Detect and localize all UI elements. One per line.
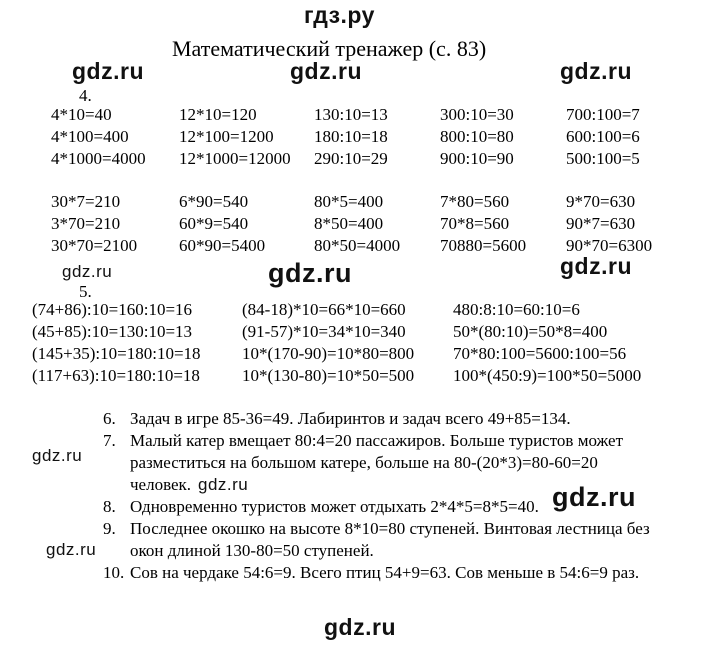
- task-text: человек.: [130, 475, 192, 494]
- equation: 900:10=90: [440, 149, 514, 168]
- equation: 9*70=630: [566, 192, 636, 211]
- equation: 3*70=210: [51, 214, 121, 233]
- equation: 70*80:100=5600:100=56: [453, 344, 627, 363]
- equation: 6*90=540: [179, 192, 249, 211]
- task-text: Последнее окошко на высоте 8*10=80 ступеней. Винтовая лестница без: [130, 519, 650, 538]
- watermark: gdz.ru: [560, 58, 632, 84]
- task-text: Задач в игре 85-36=49. Лабиринтов и задач всего 49+85=134.: [130, 409, 571, 428]
- equation: 4*1000=4000: [51, 149, 146, 168]
- watermark: gdz.ru: [198, 475, 249, 494]
- equation: 290:10=29: [314, 149, 388, 168]
- equation: 30*70=2100: [51, 236, 138, 255]
- equation: 90*7=630: [566, 214, 636, 233]
- task-number: 7.: [103, 431, 116, 450]
- equation: 70880=5600: [440, 236, 527, 255]
- equation: (45+85):10=130:10=13: [32, 322, 193, 341]
- equation: 700:100=7: [566, 105, 640, 124]
- watermark: gdz.ru: [560, 253, 632, 279]
- equation: 80*50=4000: [314, 236, 401, 255]
- equation: 800:10=80: [440, 127, 514, 146]
- watermark: gdz.ru: [290, 58, 362, 84]
- equation: 100*(450:9)=100*50=5000: [453, 366, 642, 385]
- page-title: Математический тренажер (с. 83): [172, 36, 487, 61]
- equation: 4*100=400: [51, 127, 129, 146]
- task-number: 6.: [103, 409, 116, 428]
- watermark: gdz.ru: [324, 614, 396, 640]
- equation: 12*1000=12000: [179, 149, 291, 168]
- equation: 480:8:10=60:10=6: [453, 300, 580, 319]
- equation: 60*90=5400: [179, 236, 266, 255]
- task-number: 10.: [103, 563, 125, 582]
- equation: 600:100=6: [566, 127, 640, 146]
- watermark: gdz.ru: [32, 446, 83, 465]
- equation: (117+63):10=180:10=18: [32, 366, 200, 385]
- equation: 10*(170-90)=10*80=800: [242, 344, 415, 363]
- header-watermark: гдз.ру: [304, 2, 375, 28]
- equation: 180:10=18: [314, 127, 388, 146]
- exercise-number: 4.: [79, 86, 92, 105]
- watermark: gdz.ru: [46, 540, 97, 559]
- equation: 80*5=400: [314, 192, 384, 211]
- equation: 90*70=6300: [566, 236, 653, 255]
- equation: 300:10=30: [440, 105, 514, 124]
- watermark: gdz.ru: [62, 262, 113, 281]
- equation: 30*7=210: [51, 192, 121, 211]
- equation: 8*50=400: [314, 214, 384, 233]
- equation: 4*10=40: [51, 105, 112, 124]
- watermark: gdz.ru: [72, 58, 144, 84]
- equation: 10*(130-80)=10*50=500: [242, 366, 415, 385]
- task-text: Малый катер вмещает 80:4=20 пассажиров. Больше туристов может: [130, 431, 624, 450]
- equation: 12*10=120: [179, 105, 257, 124]
- task-text: окон длиной 130-80=50 ступеней.: [130, 541, 374, 560]
- equation: 60*9=540: [179, 214, 249, 233]
- task-text: разместиться на большом катере, больше на 80-(20*3)=80-60=20: [130, 453, 598, 472]
- task-number: 8.: [103, 497, 116, 516]
- equation: (91-57)*10=34*10=340: [242, 322, 406, 341]
- equation: (84-18)*10=66*10=660: [242, 300, 406, 319]
- equation: (74+86):10=160:10=16: [32, 300, 193, 319]
- equation: (145+35):10=180:10=18: [32, 344, 201, 363]
- equation: 70*8=560: [440, 214, 510, 233]
- watermark: gdz.ru: [552, 482, 636, 512]
- task-text: Сов на чердаке 54:6=9. Всего птиц 54+9=63. Сов меньше в 54:6=9 раз.: [130, 563, 640, 582]
- equation: 500:100=5: [566, 149, 640, 168]
- equation: 50*(80:10)=50*8=400: [453, 322, 608, 341]
- equation: 7*80=560: [440, 192, 510, 211]
- watermark: gdz.ru: [268, 258, 352, 288]
- task-text: Одновременно туристов может отдыхать 2*4*5=8*5=40.: [130, 497, 539, 516]
- exercise-number: 5.: [79, 282, 92, 301]
- task-number: 9.: [103, 519, 116, 538]
- equation: 12*100=1200: [179, 127, 274, 146]
- equation: 130:10=13: [314, 105, 388, 124]
